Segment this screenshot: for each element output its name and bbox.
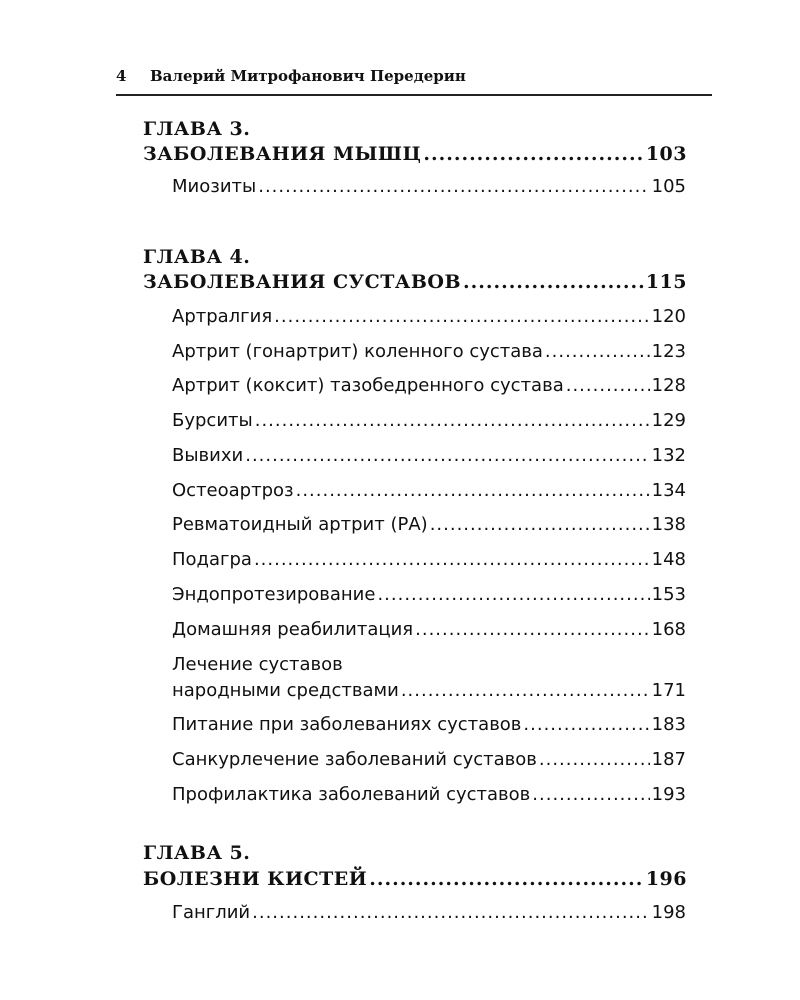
- leader-dots: [252, 902, 650, 923]
- entry-title: Домашняя реабилитация: [172, 619, 414, 640]
- chapter-label: ГЛАВА 4.: [143, 246, 251, 268]
- toc-entry[interactable]: [172, 902, 686, 923]
- entry-title: Санкурлечение заболеваний суставов: [172, 749, 537, 770]
- leader-dots: [254, 549, 650, 570]
- leader-dots: [369, 868, 644, 890]
- chapter-title: ЗАБОЛЕВАНИЯ МЫШЦ: [143, 143, 422, 165]
- toc-entry[interactable]: [172, 480, 686, 501]
- chapter-title-row[interactable]: [143, 868, 687, 890]
- chapter-page-number: 115: [645, 271, 687, 293]
- chapter-page-number: 103: [645, 143, 687, 165]
- author-name: Валерий Митрофанович Передерин: [150, 67, 466, 85]
- chapter-title-row[interactable]: [143, 143, 687, 165]
- chapter-title: ЗАБОЛЕВАНИЯ СУСТАВОВ: [143, 271, 461, 293]
- toc-entry[interactable]: [172, 680, 686, 701]
- entry-page-number: 129: [651, 410, 686, 431]
- entry-title: народными средствами: [172, 680, 399, 701]
- leader-dots: [258, 176, 649, 197]
- toc-entry[interactable]: [172, 549, 686, 570]
- toc-entry[interactable]: [172, 619, 686, 640]
- leader-dots: [245, 445, 649, 466]
- toc-entry[interactable]: [172, 584, 686, 605]
- entry-title: Артрит (коксит) тазобедренного сустава: [172, 375, 564, 396]
- entry-title: Питание при заболеваниях суставов: [172, 714, 522, 735]
- leader-dots: [296, 480, 650, 501]
- entry-page-number: 183: [651, 714, 686, 735]
- entry-title: Эндопротезирование: [172, 584, 376, 605]
- leader-dots: [523, 714, 649, 735]
- entry-page-number: 120: [651, 306, 686, 327]
- toc-entry[interactable]: [172, 514, 686, 535]
- entry-title: Профилактика заболеваний суставов: [172, 784, 531, 805]
- entry-title: Миозиты: [172, 176, 257, 197]
- leader-dots: [255, 410, 650, 431]
- leader-dots: [415, 619, 650, 640]
- entry-page-number: 123: [651, 341, 686, 362]
- entry-title: Артралгия: [172, 306, 273, 327]
- entry-page-number: 168: [651, 619, 686, 640]
- entry-page-number: 134: [651, 480, 686, 501]
- entry-page-number: 132: [651, 445, 686, 466]
- toc-entry[interactable]: [172, 375, 686, 396]
- toc-entry[interactable]: [172, 749, 686, 770]
- entry-title: Подагра: [172, 549, 252, 570]
- toc-entry[interactable]: [172, 410, 686, 431]
- leader-dots: [430, 514, 650, 535]
- entry-title: Ганглий: [172, 902, 251, 923]
- chapter-label: ГЛАВА 5.: [143, 842, 251, 864]
- chapter-title-row[interactable]: [143, 271, 687, 293]
- entry-page-number: 128: [651, 375, 686, 396]
- leader-dots: [545, 341, 650, 362]
- entry-page-number: 187: [651, 749, 686, 770]
- toc-entry[interactable]: [172, 341, 686, 362]
- toc-entry[interactable]: [172, 714, 686, 735]
- toc-entry[interactable]: [172, 176, 686, 197]
- leader-dots: [401, 680, 650, 701]
- leader-dots: [532, 784, 649, 805]
- entry-page-number: 153: [651, 584, 686, 605]
- toc-entry[interactable]: [172, 445, 686, 466]
- leader-dots: [566, 375, 650, 396]
- entry-title: Бурситы: [172, 410, 253, 431]
- entry-page-number: 148: [651, 549, 686, 570]
- entry-title-line1: Лечение суставов: [172, 654, 343, 675]
- toc-entry[interactable]: [172, 784, 686, 805]
- leader-dots: [463, 271, 644, 293]
- entry-page-number: 193: [651, 784, 686, 805]
- chapter-page-number: 196: [645, 868, 687, 890]
- entry-page-number: 138: [651, 514, 686, 535]
- leader-dots: [423, 143, 643, 165]
- entry-page-number: 105: [651, 176, 686, 197]
- entry-title: Артрит (гонартрит) коленного сустава: [172, 341, 543, 362]
- leader-dots: [274, 306, 649, 327]
- page-number: 4: [116, 67, 127, 85]
- leader-dots: [539, 749, 650, 770]
- entry-title: Вывихи: [172, 445, 244, 466]
- entry-page-number: 171: [651, 680, 686, 701]
- leader-dots: [377, 584, 649, 605]
- entry-title: Ревматоидный артрит (РА): [172, 514, 428, 535]
- entry-page-number: 198: [651, 902, 686, 923]
- chapter-title: БОЛЕЗНИ КИСТЕЙ: [143, 868, 368, 890]
- chapter-label: ГЛАВА 3.: [143, 118, 251, 140]
- toc-entry[interactable]: [172, 306, 686, 327]
- entry-title: Остеоартроз: [172, 480, 294, 501]
